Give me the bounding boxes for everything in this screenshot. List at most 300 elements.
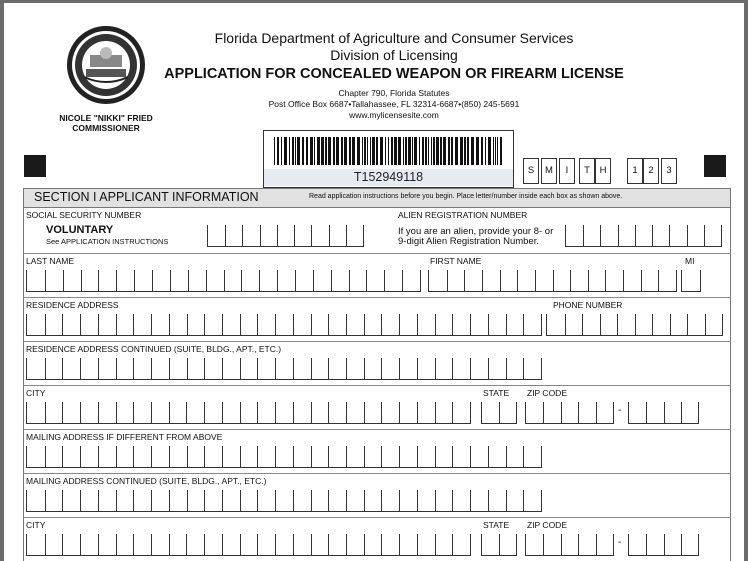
name-code-box: T <box>579 158 595 184</box>
box-divider <box>240 446 241 467</box>
box-divider <box>293 314 294 335</box>
box-divider <box>275 534 276 555</box>
box-divider <box>151 402 152 423</box>
box-divider <box>311 358 312 379</box>
box-divider <box>499 402 500 423</box>
box-divider <box>346 490 347 511</box>
box-divider <box>257 402 258 423</box>
box-divider <box>384 270 385 291</box>
city-label: CITY <box>26 388 46 398</box>
box-divider <box>517 270 518 291</box>
registration-marker-right <box>704 155 726 177</box>
box-divider <box>328 358 329 379</box>
box-divider <box>364 358 365 379</box>
box-divider <box>204 314 205 335</box>
division-name: Division of Licensing <box>330 47 458 63</box>
ssn-input[interactable] <box>207 225 364 247</box>
box-divider <box>257 534 258 555</box>
box-divider <box>116 446 117 467</box>
box-divider <box>188 270 189 291</box>
box-divider <box>62 314 63 335</box>
box-divider <box>523 358 524 379</box>
box-divider <box>646 402 647 423</box>
box-divider <box>240 534 241 555</box>
box-divider <box>222 534 223 555</box>
box-divider <box>399 358 400 379</box>
section-title: SECTION I APPLICANT INFORMATION <box>34 190 259 204</box>
box-divider <box>488 490 489 511</box>
name-code-box: I <box>559 158 575 184</box>
row-divider <box>23 297 731 298</box>
row-divider <box>23 385 731 386</box>
box-divider <box>543 534 544 555</box>
box-divider <box>364 446 365 467</box>
box-divider <box>80 314 81 335</box>
box-divider <box>447 270 448 291</box>
box-divider <box>399 446 400 467</box>
phone-number-input[interactable] <box>546 314 723 336</box>
residence-address-input[interactable] <box>26 314 542 336</box>
box-divider <box>80 446 81 467</box>
box-divider <box>452 358 453 379</box>
name-code-box: 3 <box>661 158 677 184</box>
alien-registration-input[interactable] <box>565 225 722 247</box>
box-divider <box>98 402 99 423</box>
box-divider <box>151 534 152 555</box>
box-divider <box>45 534 46 555</box>
box-divider <box>80 534 81 555</box>
box-divider <box>328 402 329 423</box>
box-divider <box>417 314 418 335</box>
box-divider <box>523 314 524 335</box>
box-divider <box>488 358 489 379</box>
box-divider <box>116 490 117 511</box>
last-name-label: LAST NAME <box>26 256 75 266</box>
box-divider <box>618 225 619 246</box>
box-divider <box>275 402 276 423</box>
name-code-box: 1 <box>627 158 643 184</box>
box-divider <box>452 314 453 335</box>
box-divider <box>470 490 471 511</box>
box-divider <box>240 490 241 511</box>
mailing-zip-extension-input[interactable] <box>628 534 699 556</box>
box-divider <box>635 225 636 246</box>
box-divider <box>222 402 223 423</box>
box-divider <box>435 402 436 423</box>
box-divider <box>116 358 117 379</box>
name-code-box: H <box>595 158 611 184</box>
section-instructions: Read application instructions before you begin. Place letter/number inside each box as shown above. <box>309 193 623 200</box>
box-divider <box>116 314 117 335</box>
box-divider <box>687 314 688 335</box>
phone-number-label: PHONE NUMBER <box>553 300 623 310</box>
box-divider <box>600 225 601 246</box>
box-divider <box>170 270 171 291</box>
website: www.mylicensesite.com <box>349 110 439 120</box>
box-divider <box>452 490 453 511</box>
box-divider <box>151 446 152 467</box>
box-divider <box>311 534 312 555</box>
last-name-input[interactable] <box>26 270 421 292</box>
box-divider <box>204 358 205 379</box>
box-divider <box>293 534 294 555</box>
box-divider <box>116 402 117 423</box>
box-divider <box>62 490 63 511</box>
box-divider <box>257 490 258 511</box>
box-divider <box>535 270 536 291</box>
box-divider <box>381 490 382 511</box>
box-divider <box>62 446 63 467</box>
box-divider <box>583 225 584 246</box>
box-divider <box>169 402 170 423</box>
box-divider <box>500 270 501 291</box>
box-divider <box>98 490 99 511</box>
box-divider <box>470 358 471 379</box>
box-divider <box>561 534 562 555</box>
box-divider <box>116 270 117 291</box>
box-divider <box>169 490 170 511</box>
box-divider <box>311 402 312 423</box>
box-divider <box>381 402 382 423</box>
box-divider <box>381 534 382 555</box>
mailing-continued-label: MAILING ADDRESS CONTINUED (SUITE, BLDG., APT., ETC.) <box>26 476 267 486</box>
box-divider <box>134 270 135 291</box>
box-divider <box>381 314 382 335</box>
box-divider <box>224 270 225 291</box>
box-divider <box>470 314 471 335</box>
row-divider <box>23 517 731 518</box>
box-divider <box>295 270 296 291</box>
box-divider <box>488 446 489 467</box>
box-divider <box>169 314 170 335</box>
box-divider <box>506 490 507 511</box>
box-divider <box>635 314 636 335</box>
mailing-city-label: CITY <box>26 520 46 530</box>
middle-initial-input[interactable] <box>681 270 701 292</box>
box-divider <box>169 446 170 467</box>
box-divider <box>417 446 418 467</box>
box-divider <box>596 402 597 423</box>
box-divider <box>328 490 329 511</box>
box-divider <box>506 358 507 379</box>
box-divider <box>169 534 170 555</box>
box-divider <box>45 270 46 291</box>
box-divider <box>364 402 365 423</box>
city-input[interactable] <box>26 402 471 424</box>
box-divider <box>349 270 350 291</box>
zip-code-label: ZIP CODE <box>527 388 567 398</box>
barcode-icon <box>274 137 503 165</box>
box-divider <box>187 490 188 511</box>
alien-note-line-2: 9-digit Alien Registration Number. <box>398 236 539 247</box>
box-divider <box>670 314 671 335</box>
box-divider <box>133 358 134 379</box>
zip-separator: - <box>618 405 622 416</box>
box-divider <box>257 358 258 379</box>
box-divider <box>81 270 82 291</box>
box-divider <box>45 446 46 467</box>
box-divider <box>63 270 64 291</box>
box-divider <box>687 225 688 246</box>
box-divider <box>381 446 382 467</box>
box-divider <box>652 314 653 335</box>
box-divider <box>187 358 188 379</box>
name-code-box: S <box>523 158 539 184</box>
row-divider <box>23 429 731 430</box>
box-divider <box>275 490 276 511</box>
box-divider <box>452 402 453 423</box>
box-divider <box>45 402 46 423</box>
box-divider <box>222 446 223 467</box>
box-divider <box>435 490 436 511</box>
box-divider <box>578 534 579 555</box>
mailing-city-input[interactable] <box>26 534 471 556</box>
box-divider <box>242 225 243 246</box>
box-divider <box>399 314 400 335</box>
box-divider <box>488 314 489 335</box>
box-divider <box>294 225 295 246</box>
residence-continued-input[interactable] <box>26 358 542 380</box>
state-input[interactable] <box>481 402 517 424</box>
box-divider <box>98 358 99 379</box>
box-divider <box>704 225 705 246</box>
box-divider <box>293 446 294 467</box>
box-divider <box>596 534 597 555</box>
box-divider <box>543 402 544 423</box>
box-divider <box>588 270 589 291</box>
box-divider <box>293 358 294 379</box>
box-divider <box>565 314 566 335</box>
box-divider <box>578 402 579 423</box>
box-divider <box>328 314 329 335</box>
voluntary-label: VOLUNTARY <box>46 224 114 236</box>
box-divider <box>259 270 260 291</box>
box-divider <box>364 534 365 555</box>
box-divider <box>45 358 46 379</box>
box-divider <box>681 534 682 555</box>
section-header <box>23 188 731 208</box>
box-divider <box>133 446 134 467</box>
box-divider <box>62 402 63 423</box>
mailing-zip-separator: - <box>618 537 622 548</box>
row-divider <box>23 341 731 342</box>
registration-marker-left <box>24 155 46 177</box>
box-divider <box>257 314 258 335</box>
box-divider <box>240 402 241 423</box>
box-divider <box>506 446 507 467</box>
mailing-state-input[interactable] <box>481 534 517 556</box>
box-divider <box>151 314 152 335</box>
box-divider <box>364 490 365 511</box>
mailing-zip-code-input[interactable] <box>525 534 614 556</box>
box-divider <box>80 490 81 511</box>
box-divider <box>204 534 205 555</box>
box-divider <box>275 314 276 335</box>
commissioner-title: COMMISSIONER <box>72 123 140 133</box>
box-divider <box>470 446 471 467</box>
commissioner-name: NICOLE "NIKKI" FRIED <box>59 113 153 123</box>
box-divider <box>98 270 99 291</box>
box-divider <box>623 270 624 291</box>
box-divider <box>464 270 465 291</box>
box-divider <box>681 402 682 423</box>
box-divider <box>499 534 500 555</box>
box-divider <box>417 490 418 511</box>
box-divider <box>399 402 400 423</box>
box-divider <box>98 446 99 467</box>
box-divider <box>328 534 329 555</box>
box-divider <box>399 490 400 511</box>
box-divider <box>293 490 294 511</box>
box-divider <box>570 270 571 291</box>
box-divider <box>417 534 418 555</box>
box-divider <box>658 270 659 291</box>
box-divider <box>204 490 205 511</box>
residence-address-label: RESIDENCE ADDRESS <box>26 300 119 310</box>
box-divider <box>346 358 347 379</box>
box-divider <box>275 446 276 467</box>
box-divider <box>346 402 347 423</box>
middle-initial-label: MI <box>685 256 695 266</box>
box-divider <box>553 270 554 291</box>
form-title: APPLICATION FOR CONCEALED WEAPON OR FIREARM LICENSE <box>164 66 624 82</box>
box-divider <box>186 534 187 555</box>
box-divider <box>346 446 347 467</box>
box-divider <box>293 402 294 423</box>
box-divider <box>98 314 99 335</box>
box-divider <box>523 446 524 467</box>
box-divider <box>331 270 332 291</box>
statute-reference: Chapter 790, Florida Statutes <box>338 88 450 98</box>
box-divider <box>204 402 205 423</box>
box-divider <box>452 446 453 467</box>
box-divider <box>417 358 418 379</box>
row-divider <box>23 473 731 474</box>
barcode-box <box>263 130 514 188</box>
box-divider <box>206 270 207 291</box>
box-divider <box>617 314 618 335</box>
barcode-number: T152949118 <box>264 169 513 186</box>
box-divider <box>452 534 453 555</box>
box-divider <box>45 314 46 335</box>
mailing-address-label: MAILING ADDRESS IF DIFFERENT FROM ABOVE <box>26 432 223 442</box>
box-divider <box>277 225 278 246</box>
box-divider <box>133 314 134 335</box>
zip-code-input[interactable] <box>525 402 614 424</box>
application-page <box>4 3 744 561</box>
box-divider <box>435 358 436 379</box>
box-divider <box>80 358 81 379</box>
box-divider <box>225 225 226 246</box>
mailing-address-header: Post Office Box 6687•Tallahassee, FL 32314-6687•(850) 245-5691 <box>268 99 520 109</box>
box-divider <box>523 490 524 511</box>
box-divider <box>222 358 223 379</box>
first-name-input[interactable] <box>428 270 677 292</box>
box-divider <box>435 446 436 467</box>
box-divider <box>605 270 606 291</box>
box-divider <box>277 270 278 291</box>
mailing-continued-input[interactable] <box>26 490 542 512</box>
box-divider <box>346 225 347 246</box>
box-divider <box>669 225 670 246</box>
box-divider <box>482 270 483 291</box>
residence-continued-label: RESIDENCE ADDRESS CONTINUED (SUITE, BLDG., APT., ETC.) <box>26 344 282 354</box>
box-divider <box>399 534 400 555</box>
zip-extension-input[interactable] <box>628 402 699 424</box>
ssn-label: SOCIAL SECURITY NUMBER <box>26 210 142 220</box>
box-divider <box>646 534 647 555</box>
box-divider <box>311 446 312 467</box>
box-divider <box>435 534 436 555</box>
box-divider <box>152 270 153 291</box>
box-divider <box>402 270 403 291</box>
box-divider <box>204 446 205 467</box>
box-divider <box>346 534 347 555</box>
box-divider <box>186 402 187 423</box>
box-divider <box>116 534 117 555</box>
box-divider <box>582 314 583 335</box>
box-divider <box>98 534 99 555</box>
row-divider <box>23 253 731 254</box>
box-divider <box>45 490 46 511</box>
box-divider <box>62 534 63 555</box>
box-divider <box>652 225 653 246</box>
box-divider <box>169 358 170 379</box>
box-divider <box>311 225 312 246</box>
alien-registration-label: ALIEN REGISTRATION NUMBER <box>398 210 528 220</box>
department-name: Florida Department of Agriculture and Consumer Services <box>214 30 574 46</box>
box-divider <box>664 534 665 555</box>
mailing-state-label: STATE <box>483 520 510 530</box>
box-divider <box>328 446 329 467</box>
box-divider <box>133 402 134 423</box>
box-divider <box>240 358 241 379</box>
box-divider <box>133 490 134 511</box>
box-divider <box>705 314 706 335</box>
first-name-label: FIRST NAME <box>430 256 482 266</box>
box-divider <box>346 314 347 335</box>
box-divider <box>133 534 134 555</box>
box-divider <box>257 446 258 467</box>
box-divider <box>187 314 188 335</box>
box-divider <box>187 446 188 467</box>
box-divider <box>313 270 314 291</box>
box-divider <box>62 358 63 379</box>
box-divider <box>417 402 418 423</box>
box-divider <box>222 490 223 511</box>
box-divider <box>311 490 312 511</box>
box-divider <box>641 270 642 291</box>
box-divider <box>506 314 507 335</box>
name-code-box: M <box>541 158 557 184</box>
box-divider <box>561 402 562 423</box>
box-divider <box>275 358 276 379</box>
box-divider <box>241 270 242 291</box>
alien-note-line-1: If you are an alien, provide your 8- or <box>398 226 554 237</box>
box-divider <box>664 402 665 423</box>
see-instructions-label: See APPLICATION INSTRUCTIONS <box>46 237 169 246</box>
box-divider <box>381 358 382 379</box>
box-divider <box>435 314 436 335</box>
mailing-address-input[interactable] <box>26 446 542 468</box>
department-seal-icon <box>66 25 146 105</box>
box-divider <box>151 358 152 379</box>
box-divider <box>260 225 261 246</box>
box-divider <box>80 402 81 423</box>
box-divider <box>366 270 367 291</box>
state-label: STATE <box>483 388 510 398</box>
box-divider <box>311 314 312 335</box>
